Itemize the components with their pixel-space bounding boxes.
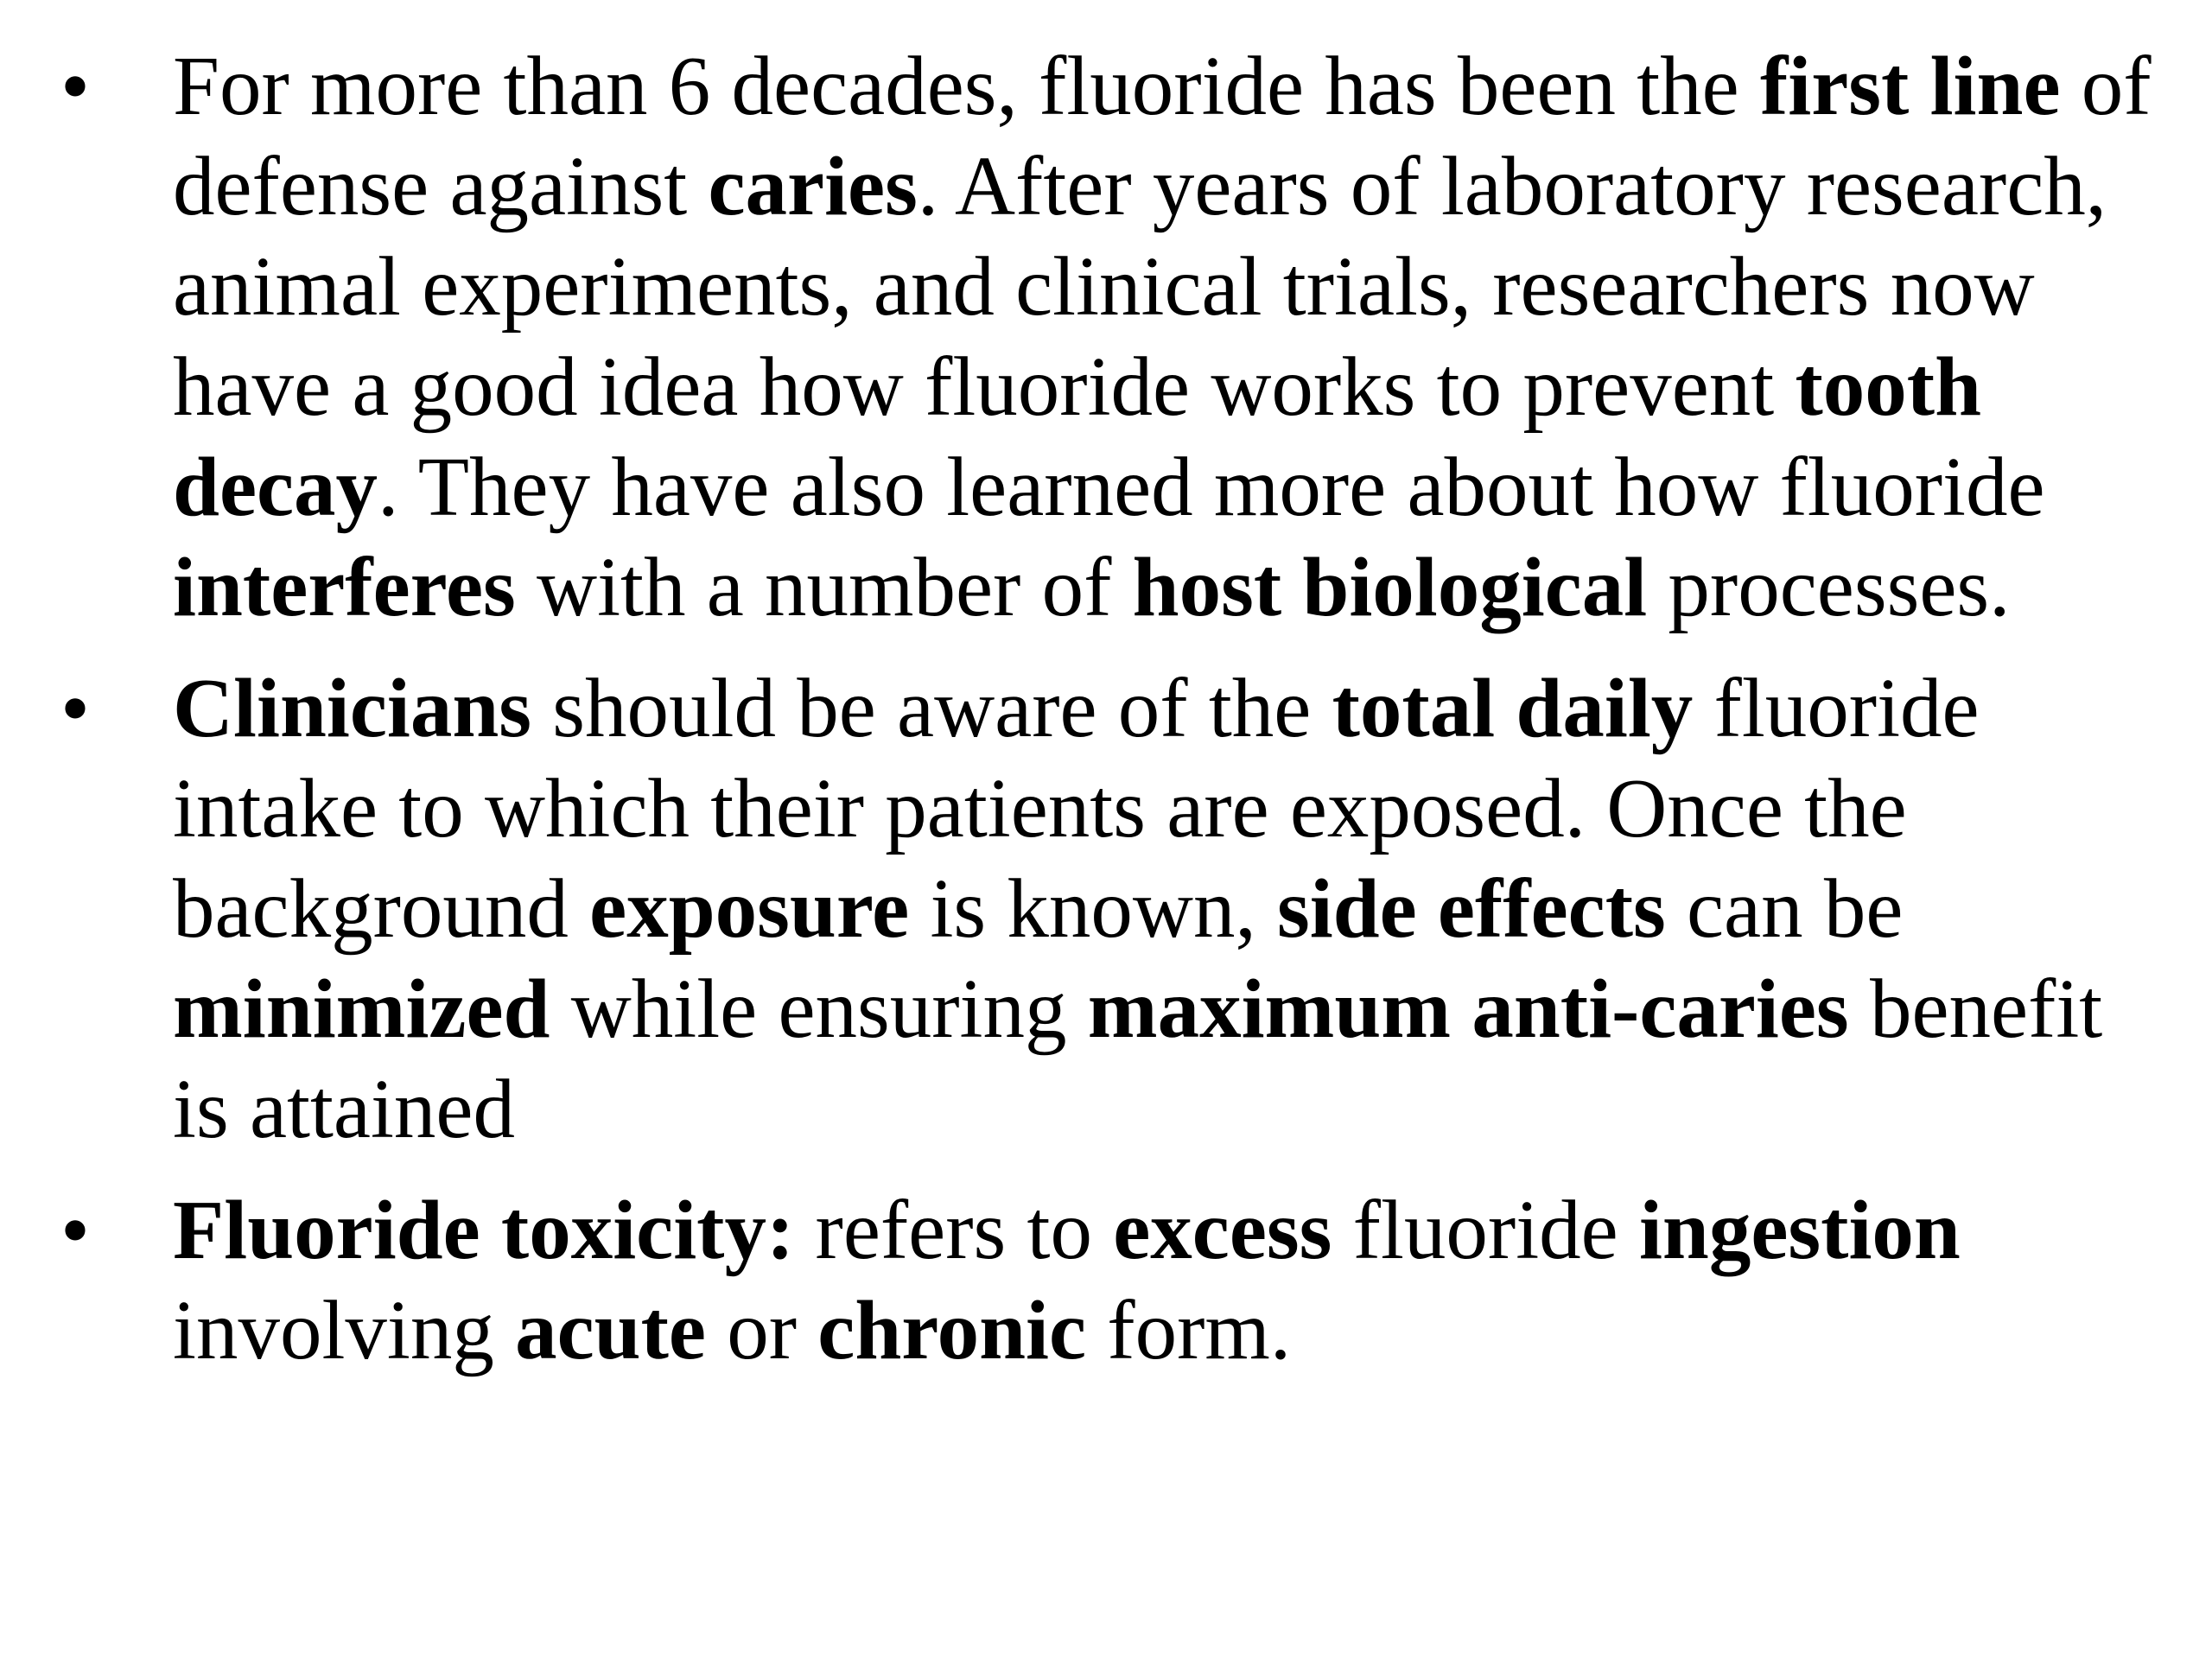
bullet-dot-icon: • [60, 1184, 90, 1276]
bold-term: host biological [1132, 541, 1648, 633]
bullet-item-3 [60, 1180, 2160, 1381]
text-run: of defense against [173, 40, 2152, 232]
bold-term: Clinicians [173, 662, 532, 754]
text-run: For more than 6 decades, fluoride has been the [173, 40, 1760, 132]
text-run: should be aware of the [531, 662, 1332, 754]
text-run: . After years of laboratory research, animal experiments, and clinical trials, researchers now have a good idea how fluoride works to prevent [173, 140, 2107, 433]
text-run: while ensuring [550, 963, 1088, 1055]
bold-term: side effects [1276, 862, 1666, 955]
text-run: fluoride intake to which their patients are exposed. Once the background [173, 662, 1980, 955]
bullet-dot-icon: • [60, 662, 90, 754]
bullet-list [60, 36, 2177, 1381]
text-run: processes. [1647, 541, 2011, 633]
bullet-text [173, 1184, 1961, 1376]
bold-term: maximum anti-caries [1087, 963, 1849, 1055]
bold-term: minimized [173, 963, 550, 1055]
bold-term: chronic [817, 1284, 1087, 1376]
text-run: refers to [794, 1184, 1114, 1276]
bold-term: ingestion [1638, 1184, 1961, 1276]
text-run: can be [1665, 862, 1904, 955]
text-run: or [705, 1284, 818, 1376]
text-run: benefit is attained [173, 963, 2103, 1155]
bold-term: acute [515, 1284, 706, 1376]
bullet-item-1 [60, 36, 2160, 638]
bold-term: tooth decay [173, 340, 1982, 533]
text-run: with a number of [515, 541, 1133, 633]
text-run: is known, [909, 862, 1277, 955]
text-run: fluoride [1332, 1184, 1639, 1276]
bullet-text [173, 662, 2102, 1155]
bold-term: Fluoride toxicity: [173, 1184, 795, 1276]
text-run: involving [173, 1284, 516, 1376]
bold-term: excess [1113, 1184, 1332, 1276]
bullet-dot-icon: • [60, 40, 90, 132]
bold-term: exposure [589, 862, 910, 955]
bullet-item-2 [60, 658, 2160, 1160]
bold-term: caries [708, 140, 918, 232]
text-run: . They have also learned more about how fluoride [378, 441, 2045, 533]
bullet-text [173, 40, 2152, 633]
bold-term: interferes [173, 541, 516, 633]
bold-term: first line [1760, 40, 2061, 132]
text-run: form. [1086, 1284, 1292, 1376]
bold-term: total daily [1332, 662, 1694, 754]
